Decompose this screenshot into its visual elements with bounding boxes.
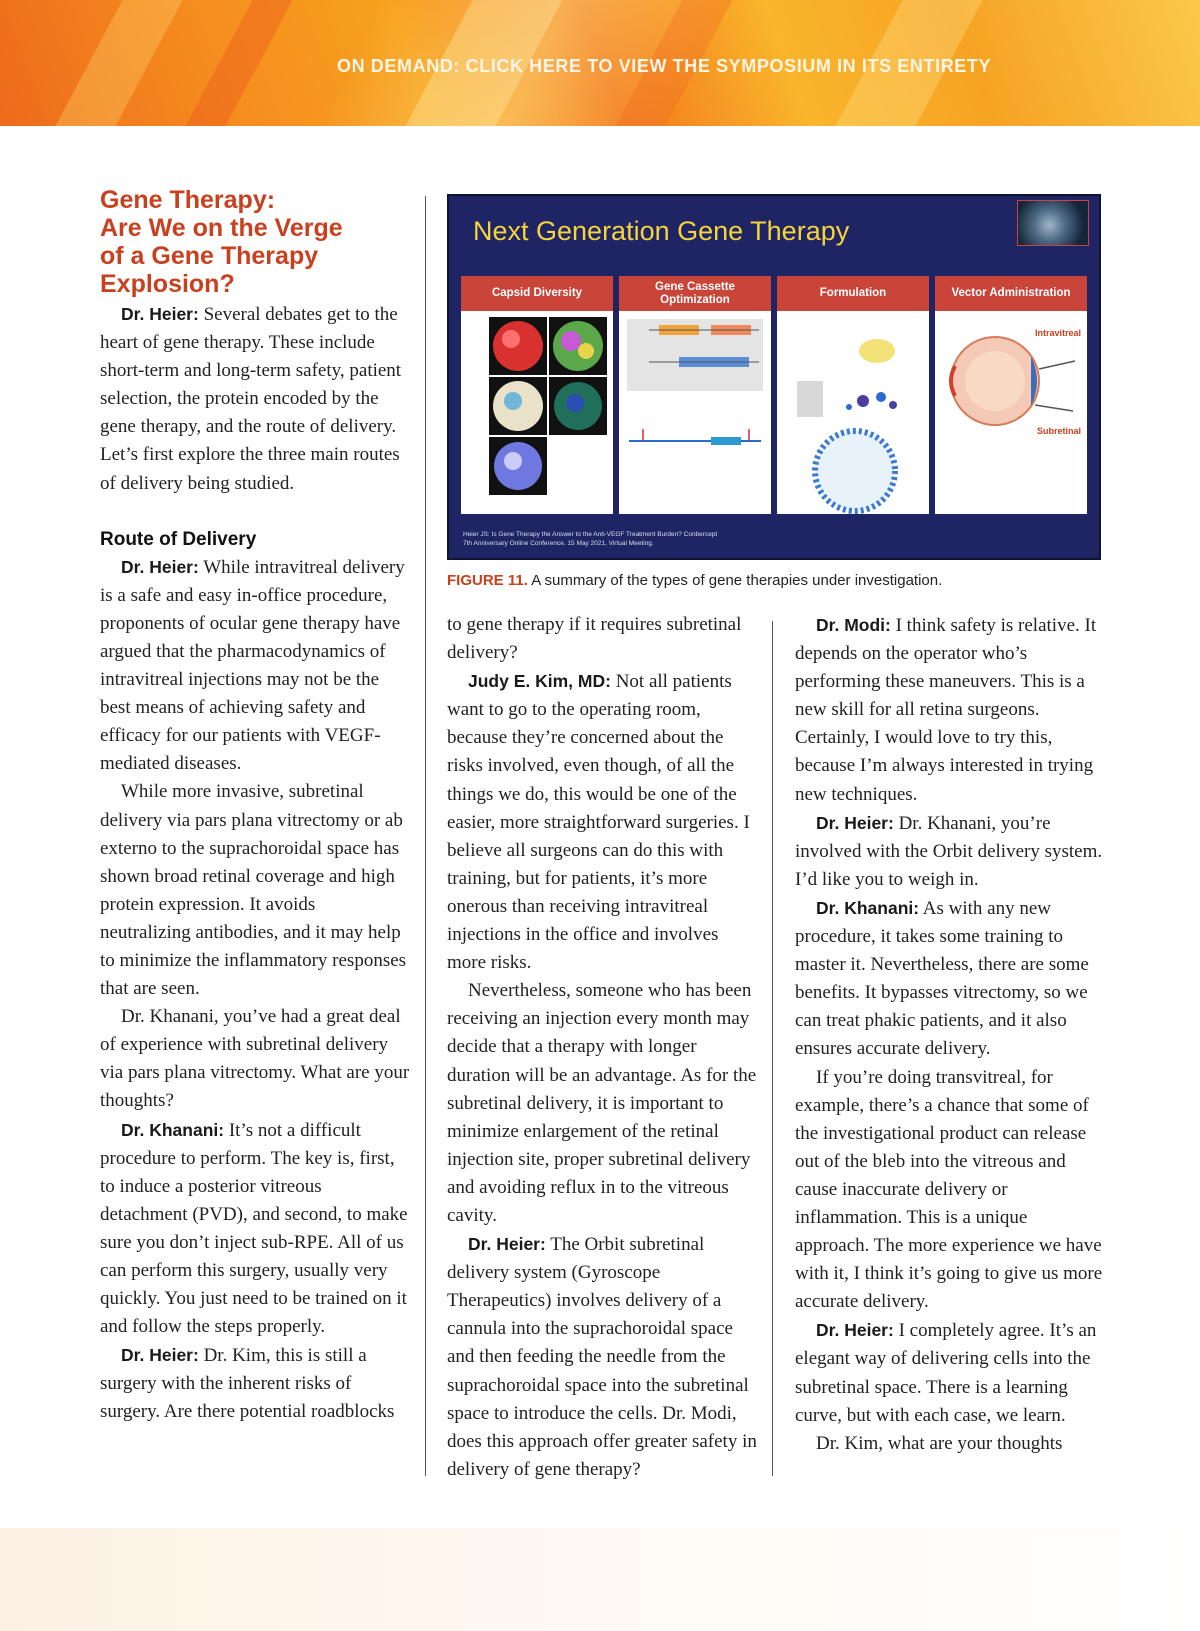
speaker-name: Judy E. Kim, MD: <box>468 671 611 692</box>
footer-band <box>0 1528 1200 1631</box>
figure-11 <box>447 194 1101 560</box>
paragraph: Dr. Khanani, you’ve had a great deal of experience with subretinal delivery via pars plana vitrectomy. What are your thoughts? <box>100 1006 410 1112</box>
top-banner <box>0 0 1200 126</box>
paragraph-text: While intravitreal delivery is a safe and easy in-office procedure, proponents of ocular gene therapy have argued that the pharmacodynamics of intravitreal injections may not be the best means of achieving safety and efficacy for our patients with VEGF-mediated diseases. <box>100 556 405 775</box>
speaker-name: Dr. Heier: <box>121 556 199 577</box>
title-line: Are We on the Verge <box>100 214 343 242</box>
paragraph-text: Dr. Khanani, you’re involved with the Orbit delivery system. I’d like you to weigh in. <box>795 812 1103 890</box>
paragraph: If you’re doing transvitreal, for example, there’s a chance that some of the investigational product can release out of the bleb into the vitreous and cause inaccurate delivery or inflammation. This is a unique approach. The more experience we have with it, I think it’s going to give us more accurate delivery. <box>795 1066 1103 1313</box>
paragraph-text: The Orbit subretinal delivery system (Gyroscope Therapeutics) involves delivery of a cannula into the suprachoroidal space and then feeding the needle from the suprachoroidal space into the subretinal space to introduce the cells. Dr. Modi, does this approach offer greater safety in delivery of gene therapy? <box>447 1234 757 1480</box>
panel-formulation <box>777 276 929 514</box>
paragraph: to gene therapy if it requires subretinal delivery? <box>447 614 742 664</box>
article-column-3 <box>795 611 1105 1458</box>
subheading-route-of-delivery: Route of Delivery <box>100 528 257 550</box>
paragraph-text: Not all patients want to go to the operating room, because they’re concerned about the risks involved, even though, of all the things we do, this would be one of the easier, more straightforward surgeries. I believe all surgeons can do this with training, but for patients, it’s more onerous than receiving intravitreal injections in the office and involves more risks. <box>447 671 750 974</box>
cell-thumbnail-image <box>1017 200 1089 246</box>
article-column-2 <box>447 611 757 1484</box>
banner-ray <box>16 0 204 126</box>
speaker-name: Dr. Heier: <box>816 1320 894 1341</box>
paragraph-text: I completely agree. It’s an elegant way of delivering cells into the subretinal space. There is a learning curve, but with each case, we learn. <box>795 1320 1097 1426</box>
formulation-diagram <box>777 311 929 514</box>
panel-header: Vector Administration <box>935 276 1087 311</box>
title-line: Gene Therapy: <box>100 186 276 214</box>
paragraph-text: As with any new procedure, it takes some training to master it. Nevertheless, there are some benefits. It bypasses vitrectomy, so we can treat phakic patients, and it also ensures accurate delivery. <box>795 897 1089 1060</box>
paragraph <box>795 1316 1105 1429</box>
capsid-images <box>461 311 613 514</box>
paragraph: While more invasive, subretinal delivery via pars plana vitrectomy or ab externo to the suprachoroidal space has shown broad retinal coverage and high protein expression. It avoids neutralizing antibodies, and it may help to minimize the inflammatory responses that are seen. <box>100 781 407 1000</box>
paragraph <box>795 611 1105 809</box>
speaker-name: Dr. Heier: <box>121 1345 199 1366</box>
citation-line: 7th Anniversary Online Conference. 15 May 2021, Virtual Meeting. <box>463 540 654 547</box>
article-title <box>100 186 410 298</box>
paragraph <box>795 809 1105 894</box>
speaker-name: Dr. Heier: <box>468 1234 546 1255</box>
paragraph-text: Several debates get to the heart of gene therapy. These include short-term and long-term safety, patient selection, the protein encoded by the gene therapy, and the route of delivery. Let’s first explore the three main routes of delivery being studied. <box>100 304 402 494</box>
figure-title: Next Generation Gene Therapy <box>473 216 850 246</box>
intro-paragraph <box>100 300 410 498</box>
paragraph-text: It’s not a difficult procedure to perform. The key is, first, to induce a posterior vitreous detachment (PVD), and second, to make sure you don’t inject sub-RPE. All of us can perform this surgery, usually very quickly. You just need to be trained on it and follow the steps properly. <box>100 1119 408 1338</box>
panel-gene-cassette-optimization <box>619 276 771 514</box>
speaker-name: Dr. Khanani: <box>816 897 920 918</box>
speaker-name: Dr. Khanani: <box>121 1119 225 1140</box>
figure-label: FIGURE 11. <box>447 572 528 589</box>
paragraph-text: Dr. Kim, this is still a surgery with the inherent risks of surgery. Are there potential roadblocks <box>100 1345 395 1423</box>
panel-capsid-diversity <box>461 276 613 514</box>
figure-source-citation <box>463 530 883 548</box>
panel-header: Gene Cassette Optimization <box>619 276 771 311</box>
paragraph <box>447 667 757 977</box>
intravitreal-label: Intravitreal <box>1034 328 1081 338</box>
speaker-name: Dr. Modi: <box>816 615 891 635</box>
column-divider <box>425 196 426 1476</box>
column-divider <box>772 621 773 1476</box>
paragraph <box>795 894 1105 1064</box>
on-demand-link[interactable]: ON DEMAND: CLICK HERE TO VIEW THE SYMPOSIUM IN ITS ENTIRETY <box>337 56 992 76</box>
panel-vector-administration <box>935 276 1087 514</box>
speaker-name: Dr. Heier: <box>816 812 894 833</box>
panel-header: Capsid Diversity <box>461 276 613 311</box>
paragraph <box>447 1230 757 1484</box>
title-line: Explosion? <box>100 270 235 298</box>
eye-diagram <box>935 311 1087 514</box>
paragraph <box>100 1116 410 1342</box>
subretinal-label: Subretinal <box>1036 426 1081 436</box>
citation-line: Heier JS: Is Gene Therapy the Answer to the Anti-VEGF Treatment Burden? Conbercept <box>463 531 718 538</box>
paragraph-text: I think safety is relative. It depends on the operator who’s performing these maneuvers. This is a new skill for all retina surgeons. Certainly, I would love to try this, because I’m always interested in trying new techniques. <box>795 615 1097 805</box>
speaker-name: Dr. Heier: <box>121 304 199 324</box>
paragraph: Nevertheless, someone who has been receiving an injection every month may decide that a therapy with longer duration will be an advantage. As for the subretinal delivery, it is important to minimize enlargement of the retinal injection site, proper subretinal delivery and avoiding reflux in to the vitreous cavity. <box>447 980 757 1226</box>
article-column-1 <box>100 186 410 1427</box>
paragraph: Dr. Kim, what are your thoughts <box>816 1432 1063 1454</box>
paragraph <box>100 1341 410 1426</box>
figure-caption <box>447 572 942 589</box>
gene-cassette-diagram <box>619 311 771 514</box>
paragraph <box>100 553 410 779</box>
panel-header: Formulation <box>777 276 929 311</box>
caption-text: A summary of the types of gene therapies under investigation. <box>527 572 943 589</box>
title-line: of a Gene Therapy <box>100 242 319 270</box>
